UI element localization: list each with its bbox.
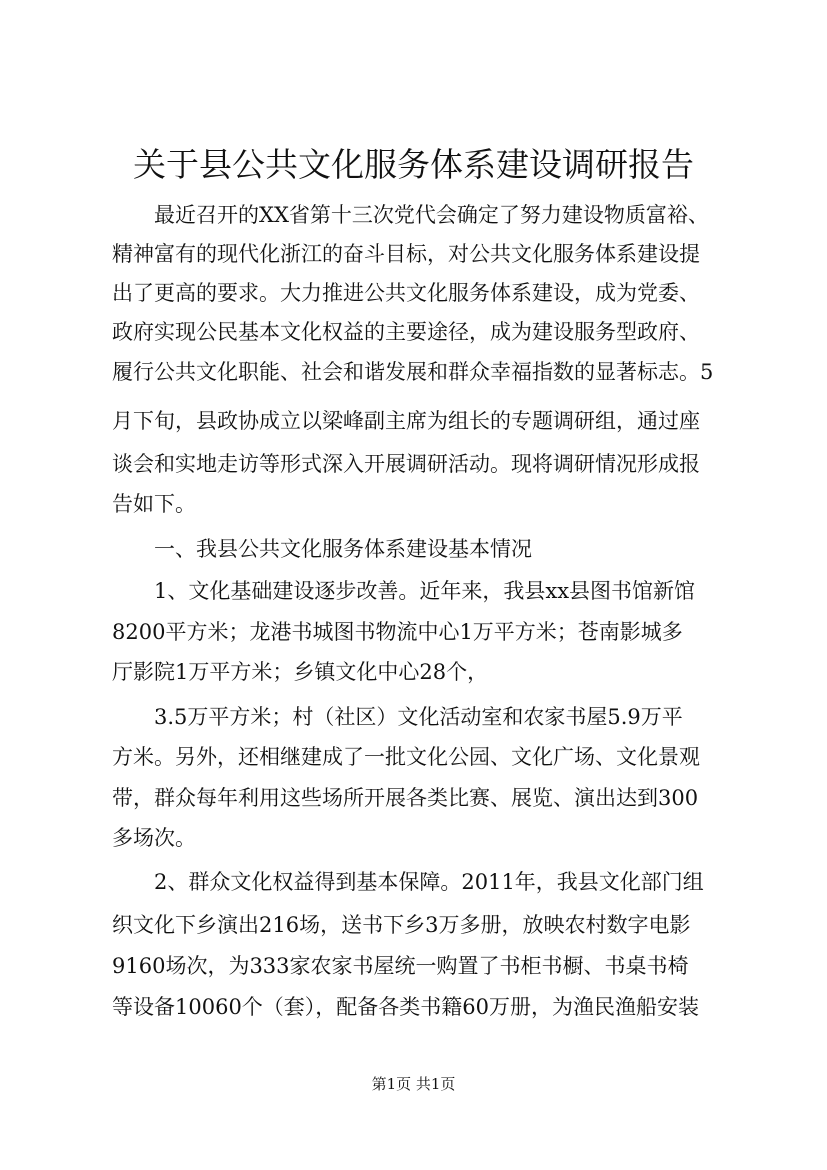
body-line: 厅影院1万平方米；乡镇文化中心28个， [112, 660, 489, 684]
body-line: 等设备10060个（套），配备各类书籍60万册，为渔民渔船安装 [112, 995, 700, 1019]
body-line: 多场次。 [112, 826, 196, 850]
document-title: 关于县公共文化服务体系建设调研报告 [133, 145, 694, 184]
body-line: 谈会和实地走访等形式深入开展调研活动。现将调研情况形成报 [112, 452, 700, 476]
body-line: 织文化下乡演出216场，送书下乡3万多册，放映农村数字电影 [112, 913, 691, 937]
page-footer: 第1页 共1页 [371, 1075, 456, 1093]
body-line: 告如下。 [112, 492, 196, 516]
section-heading: 一、我县公共文化服务体系建设基本情况 [112, 537, 532, 561]
body-line: 方米。另外，还相继建成了一批文化公园、文化广场、文化景观 [112, 745, 700, 769]
body-line: 政府实现公民基本文化权益的主要途径，成为建设服务型政府、 [112, 320, 700, 344]
body-line: 履行公共文化职能、社会和谐发展和群众幸福指数的显著标志。5 [112, 360, 714, 384]
body-line: 3.5万平方米；村（社区）文化活动室和农家书屋5.9万平 [112, 705, 683, 729]
body-line: 出了更高的要求。大力推进公共文化服务体系建设，成为党委、 [112, 281, 700, 305]
body-line: 2、群众文化权益得到基本保障。2011年，我县文化部门组 [112, 870, 704, 894]
body-line: 带，群众每年利用这些场所开展各类比赛、展览、演出达到300 [112, 786, 699, 810]
body-line: 精神富有的现代化浙江的奋斗目标，对公共文化服务体系建设提 [112, 242, 700, 266]
body-line: 月下旬，县政协成立以梁峰副主席为组长的专题调研组，通过座 [112, 409, 700, 433]
body-line: 最近召开的XX省第十三次党代会确定了努力建设物质富裕、 [112, 203, 709, 227]
body-line: 9160场次，为333家农家书屋统一购置了书柜书橱、书桌书椅 [112, 954, 689, 978]
body-line: 8200平方米；龙港书城图书物流中心1万平方米；苍南影城多 [112, 620, 683, 644]
body-line: 1、文化基础建设逐步改善。近年来，我县xx县图书馆新馆 [112, 579, 696, 603]
